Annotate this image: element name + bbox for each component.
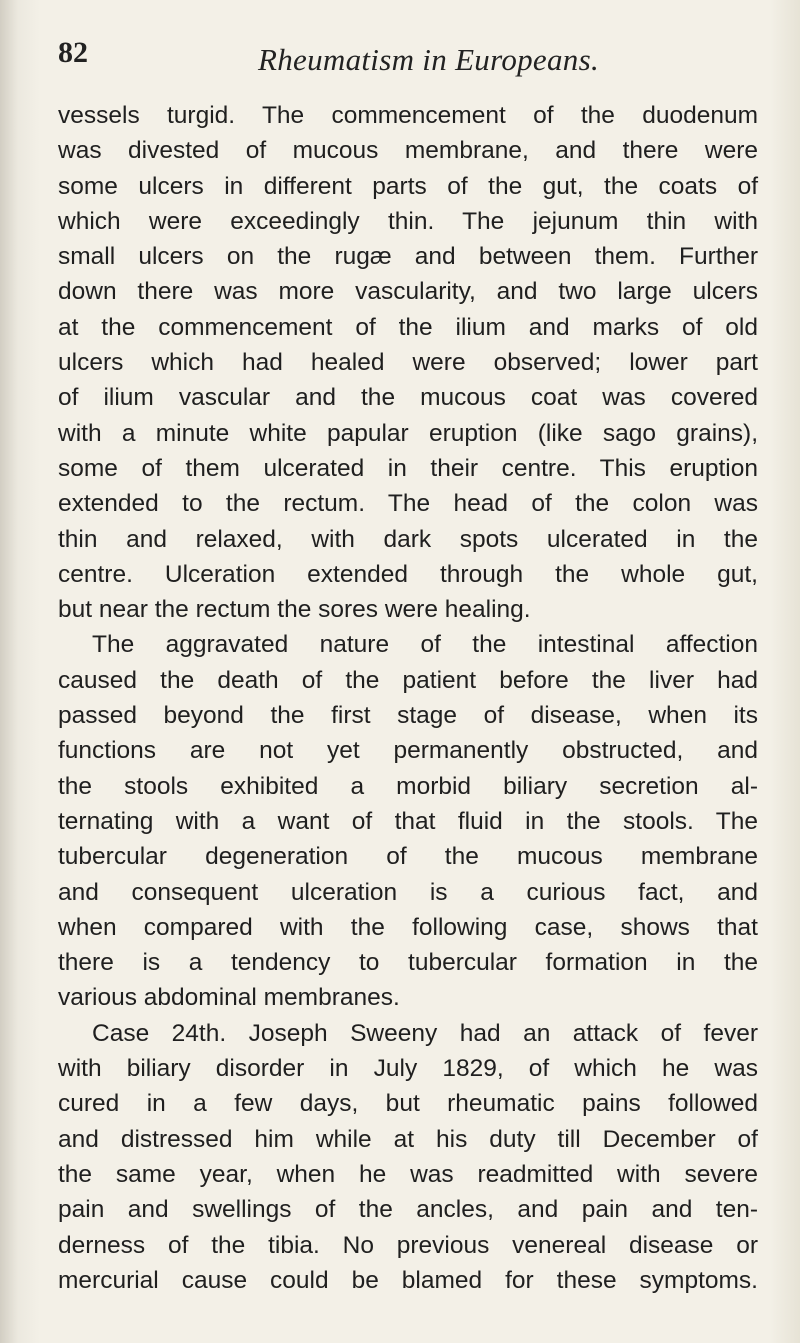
text-line: Case 24th. Joseph Sweeny had an attack of fever: [92, 1019, 758, 1047]
text-line: various abdominal membranes.: [58, 984, 400, 1012]
text-line: and consequent ulceration is a curious fact, and: [58, 878, 758, 906]
text-line: down there was more vascularity, and two large ulcers: [58, 278, 758, 306]
text-line: at the commencement of the ilium and marks of old: [58, 313, 758, 341]
text-line: the stools exhibited a morbid biliary secretion al-: [58, 772, 758, 800]
text-line: the same year, when he was readmitted with severe: [58, 1160, 758, 1188]
text-line: with a minute white papular eruption (like sago grains),: [58, 419, 758, 447]
text-line: centre. Ulceration extended through the whole gut,: [58, 560, 758, 588]
text-line: thin and relaxed, with dark spots ulcerated in the: [58, 525, 758, 553]
text-line: ternating with a want of that fluid in the stools. The: [58, 807, 758, 835]
text-line: tubercular degeneration of the mucous membrane: [58, 843, 758, 871]
text-line: some of them ulcerated in their centre. This eruption: [58, 454, 758, 482]
text-line: some ulcers in different parts of the gut, the coats of: [58, 172, 758, 200]
text-line: small ulcers on the rugæ and between them. Further: [58, 243, 758, 271]
text-line: cured in a few days, but rheumatic pains followed: [58, 1090, 758, 1118]
text-line: mercurial cause could be blamed for these symptoms.: [58, 1266, 758, 1294]
text-line: caused the death of the patient before the liver had: [58, 666, 758, 694]
text-line: ulcers which had healed were observed; lower part: [58, 349, 758, 377]
text-line: functions are not yet permanently obstructed, and: [58, 737, 758, 765]
page-header: [58, 30, 758, 78]
running-title: Rheumatism in Europeans.: [258, 42, 599, 77]
text-line: but near the rectum the sores were healing.: [58, 596, 531, 624]
text-line: vessels turgid. The commencement of the duodenum: [58, 102, 758, 129]
text-line: when compared with the following case, shows that: [58, 913, 758, 941]
text-line: of ilium vascular and the mucous coat was covered: [58, 384, 758, 412]
text-line: there is a tendency to tubercular formation in the: [58, 949, 758, 977]
page-number: 82: [58, 36, 88, 69]
text-line: which were exceedingly thin. The jejunum thin with: [58, 207, 758, 235]
text-line: and distressed him while at his duty till December of: [58, 1125, 758, 1153]
text-line: pain and swellings of the ancles, and pain and ten-: [58, 1196, 758, 1224]
text-line: The aggravated nature of the intestinal affection: [92, 631, 758, 659]
text-line: passed beyond the first stage of disease, when its: [58, 702, 758, 730]
text-line: extended to the rectum. The head of the colon was: [58, 490, 758, 518]
body-text: [58, 98, 758, 1298]
text-line: was divested of mucous membrane, and there were: [58, 137, 758, 165]
text-line: derness of the tibia. No previous venereal disease or: [58, 1231, 758, 1259]
text-line: with biliary disorder in July 1829, of which he was: [58, 1055, 758, 1083]
